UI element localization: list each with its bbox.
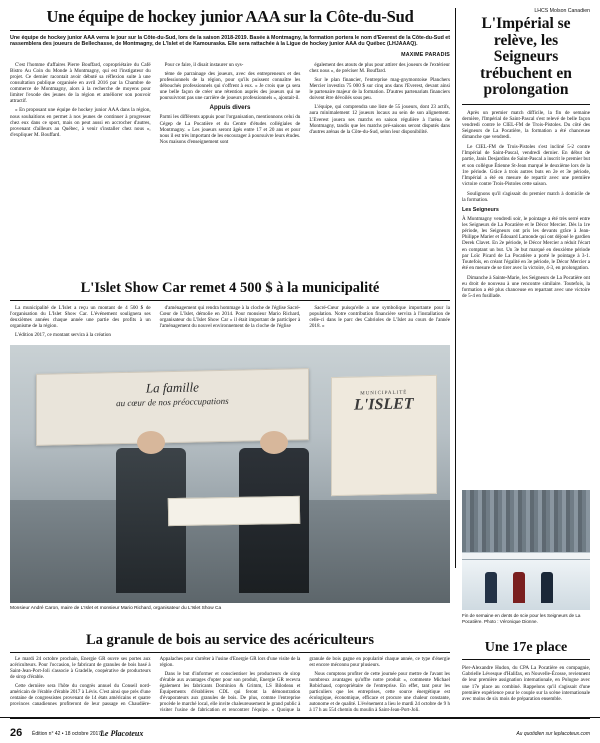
paragraph: Nous comptons profiter de cette journée pour mettre de l'avant les nombreux avantages qu'offre notre produit », commente Michael Robichaud, copropriétaire de l'entreprise. En effet, tant pour les particuliers que les entreprises, cette source énergétique est écologique, économique, efficace et procure une chaleur constante, autonome et de qualité. L'événement a lieu le mardi 24 octobre de 9 h à 17 h au 554 chemin du moulin à Saint-Jean-Port-Joli. — [309, 672, 450, 713]
page-number: 26 — [10, 727, 23, 739]
article-body — [10, 305, 450, 338]
title-rule — [462, 104, 590, 105]
footer-website: Au quotidien sur leplacoteux.com — [516, 731, 590, 737]
person-head — [137, 431, 165, 454]
paragraph: Cette dernière sera l'hôte du congrès annuel du Conseil nord-américain de l'érable d'érable 2017 à Lévis. C'est ainsi que près d'une centaine de congressistes provenant de 14 états américains et quatre provinces canadiennes profiteront de leur passage en Chaudière-Appalaches pour s'arrêter à l'usine d'Energie GR lors d'une visite de la région. — [10, 657, 301, 707]
paragraph: L'équipe, qui comprendra une liste de 55 joueurs, dont 23 actifs, aura minimalement 12 joueurs locaux au sein de son alignement. L'Everest jouera ses matchs en saison régulière à l'aréna de Montmagny, tandis que les matchs pré-saisons seront disputés dans d'autres arénas de la Côte-du-Sud, selon leur disponibilité. — [309, 104, 450, 135]
paragraph: Dimanche à Sainte-Marie, les Seigneurs de La Pocatière ont eu droit de nouveau à une rencontre similaire. Toutefois, la formation a été plus chanceuse en repartant avec une victoire de 5-4 en fusillade. — [462, 274, 590, 300]
paragraph: Après un premier match difficile, la fin de semaine dernière, l'Impérial de Saint-Pascal s'est relevé de belle façon vendredi contre le CIEL-FM de Trois-Pistoles. Du côté des Seigneurs de La Pocatière, la formation a été chanceuse dimanche que vendredi. — [462, 109, 590, 141]
paragraph: Dans le but d'informer et conscientiser les producteurs de sirop d'érable aux avantages d'opter pour son produit, Energie GR recevra également les fabricants Dominion & Grimm, LS Bilodeau et Équipements d'érablières CDL qui feront la démonstration d'évaporateurs aux granules de bois. De plus, comme l'entreprise procède le marché local, elle invite chaleureusement le grand public à visiter l'usine de fabrication et rencontrer l'équipe. « Quoique la granule de bois gagne en popularité chaque année, ce type d'énergie est encore méconnu pour plusieurs. — [159, 657, 450, 713]
article-granule-bois — [10, 632, 450, 714]
title-rule — [10, 652, 450, 653]
paragraph: À Montmagny vendredi soir, le pointage a été très serré entre les Seigneurs de La Pocatière et le Décor Mercier. Dès la 1re période, les Seigneurs ont pris les devants grâce à Jean-Philippe Marier et Édouard Lamonde qui ont déjoué le gardien Derek Clavet. En 2e période, le Décor Mercier a réduit l'écart en comptant un but. Un 3e but marqué en deuxième période par Loïc Picard de La Pocatière a porté le pointage à 3-1. Toutefois, en créant l'égalité en 3e période, le Décor Mercier a été en mesure de se tirer avec la victoire, 4-3, en prolongation. — [462, 215, 591, 272]
giant-cheque — [168, 496, 300, 527]
article-body — [10, 62, 450, 145]
footer-logo: Le Placoteux — [100, 729, 144, 738]
photo-caption: Monsieur André Caron, maire de L'Islet et monsieur Mario Richard, organisateur du L'Islet Show Ca — [10, 606, 222, 611]
page-title: Une équipe de hockey junior AAA sur la Côte-du-Sud — [46, 7, 414, 26]
banner-line-2: au cœur de nos préoccupations — [116, 395, 230, 408]
paragraph: Soulignons qu'il s'agissait du premier match à domicile de la formation. — [462, 190, 590, 204]
photo-rink-boards — [462, 552, 590, 559]
title-rule — [10, 30, 450, 31]
sidebar-body — [462, 110, 590, 300]
sidebar-article-hockey-results — [462, 8, 590, 303]
section-title: La granule de bois au service des acériculteurs — [86, 632, 374, 648]
paragraph: Le CIEL-FM de Trois-Pistoles s'est incliné 5-2 contre l'Impérial de Saint-Pascal, vendredi dernier. En début de partie, Janis Desjardins de Saint-Pascal a inscrit le premier but et son collègue Étienne St-Jean marqué le deuxième lors de la 1re période. Grâce à trois autres buts en 2e et 3e période, l'Impérial a été en mesure de repartir avec une première victoire contre Trois-Pistoles cette saison. — [462, 144, 590, 188]
subheading: Appuis divers — [209, 104, 251, 112]
byline: MAXIME PARADIS — [401, 51, 450, 58]
person-head — [260, 431, 288, 454]
photo-ice — [462, 560, 590, 610]
player-3 — [541, 572, 553, 603]
article-islet-show-car — [10, 280, 450, 338]
article-lede: Une équipe de hockey junior AAA verra le jour sur la Côte-du-Sud, lors de la saison 2018-2019. Basée à Montmagny, la formation portera le nom d'Everest de la Côte-du-Sud et rassemblera des joueurs de Bellechasse, de Montmagny, de L'Islet et de Kamouraska. Elle sera rattachée à la Ligue de hockey junior AAA du Québec (LHJAAAQ). — [10, 35, 450, 48]
subheading: Les Seigneurs — [462, 207, 499, 214]
paragraph: également des atouts de plus pour attirer des joueurs de l'extérieur chez nous », de préciser M. Bouffard. — [309, 61, 450, 74]
banner-line-1: La famille — [146, 379, 200, 396]
paragraph: Pour ce faire, il disait instaurer un sys- — [164, 61, 244, 68]
title-rule — [10, 300, 450, 301]
sidebar-title: L'Impérial se relève, les Seigneurs trébuchent en prolongation — [480, 15, 572, 98]
column-divider — [455, 8, 456, 568]
paragraph: C'est l'homme d'affaires Pierre Bouffard, copropriétaire du Café Bistro Au Coin du Monde à Montmagny, qui est l'instigateur du projet. Ce dernier racontait avoir débuté sa réflexion suite à une consultation publique organisée en avril 2016 par la Chambre de commerce de Montmagny, alors à la recherche de moyens pour limiter l'exode des jeunes de la région et améliorer son pouvoir attractif. — [10, 61, 151, 105]
paragraph: tème de parrainage des joueurs, avec des entrepreneurs et des professionnels de la région, pour qu'ils puissent connaître les débouchés professionnels qui s'offrent à eux. « Je crois que ça sera une belle façon de créer une rétention auprès des joueurs qui ne poursuivront pas une carrière de joueurs professionnels », ajoutait-il. — [159, 70, 301, 102]
logo-line-3: L'ISLET — [354, 395, 414, 414]
paragraph: Parmi les différents appuis pour l'organisation, mentionnons celui du Cégep de La Pocatière et du Centre d'études collégiales de Montmagny. « Les joueurs seront âgés entre 17 et 20 ans et pour nous il est très important de les encourager à poursuivre leurs études. Nos maisons d'enseignement sont — [159, 114, 301, 145]
photo-caption: Fin de semaine en dents de scie pour les Seigneurs de La Pocatière. Photo : Véronique Dionne. — [462, 613, 581, 624]
paragraph: L'édition 2017, ce montant servira à la création — [15, 332, 111, 339]
paragraph: Le mardi 24 octobre prochain, Energie GR ouvre ses portes aux acériculteurs. Pour l'occasion, le fabricant de granules de bois basé à Saint-Jean-Port-Joli s'associe à Gradelle, coopérative de producteurs de sirop d'érable. — [10, 657, 151, 680]
sidebar-body — [462, 665, 590, 702]
paragraph: « En proposant une équipe de hockey junior AAA dans la région, nous souhaitions en permet à nos jeunes de continuer à progresser chez eux dans ce sport, mais on peut aussi en accrocher d'autres, provenant d'ailleurs au Québec, à venir s'installer chez nous », d'expliquer M. Bouffard. — [10, 107, 151, 138]
article-body — [10, 657, 450, 714]
paragraph: d'aménagement qui rendra hommage à la cloche de l'église Sacré-Cœur de L'Islet, démolie en 2014. Pour monsieur Mario Richard, organisateur du L'Islet Show Car « il était important de participer à l'aménagement du nouvel environnement de la cloche de l'église — [159, 305, 301, 330]
sidebar-article-17e-place — [462, 640, 590, 706]
municipality-logo — [331, 375, 437, 496]
footer-edition: Édition n° 42 • 18 octobre 2017 | — [32, 731, 104, 737]
photo-crowd — [462, 490, 590, 552]
paragraph: La municipalité de L'Islet a reçu un montant de 4 500 $ de l'organisation du L'Islet Show Car. L'événement soulignera ses deuxièmes années chaque année une partie des profits à un organisme de la région. — [10, 305, 151, 330]
photo-hockey-game — [462, 490, 590, 610]
paragraph: Sacré-Cœur puisqu'elle a une symbolique importante pour la population. Notre contribution financière servira à l'installation de celle-ci dans le parc des Cabrioles de L'Islet au cours de l'année 2018. » — [309, 305, 450, 330]
logo-line-1: MUNICIPALITÉ — [360, 390, 408, 397]
photo-cheque-presentation — [10, 345, 450, 603]
kicker: LHCS Molson Canadien — [534, 8, 590, 14]
player-1 — [485, 572, 497, 603]
player-2 — [513, 572, 525, 603]
page-footer — [0, 717, 600, 743]
paragraph: Sur le plan financier, l'entreprise mag-gnymontoise Planchers Mercier investira 75 000 $ sur cinq ans dans l'Everest, devant ainsi le partenaire majeur de la formation. D'autres partenariats financiers doivent être dévoilés sous peu. — [309, 77, 450, 102]
article-hockey-junior — [10, 8, 450, 145]
title-rule — [462, 659, 590, 660]
section-title: L'Islet Show Car remet 4 500 $ à la municipalité — [80, 280, 380, 296]
sidebar-title: Une 17e place — [484, 640, 568, 655]
paragraph: Pier-Alexandre Hudon, du CPA La Pocatière en compagnie, Gabrielle Lévesque d'Halifax, en Nouvelle-Écosse, reviennent de leur première assignation internationale, en Pologne avec une 17e place au combiné. Rappelons qu'il s'agissait d'une première expérience pour le couple sur la scène internationale avec moins de six mois de préparation ensemble. — [462, 665, 590, 703]
